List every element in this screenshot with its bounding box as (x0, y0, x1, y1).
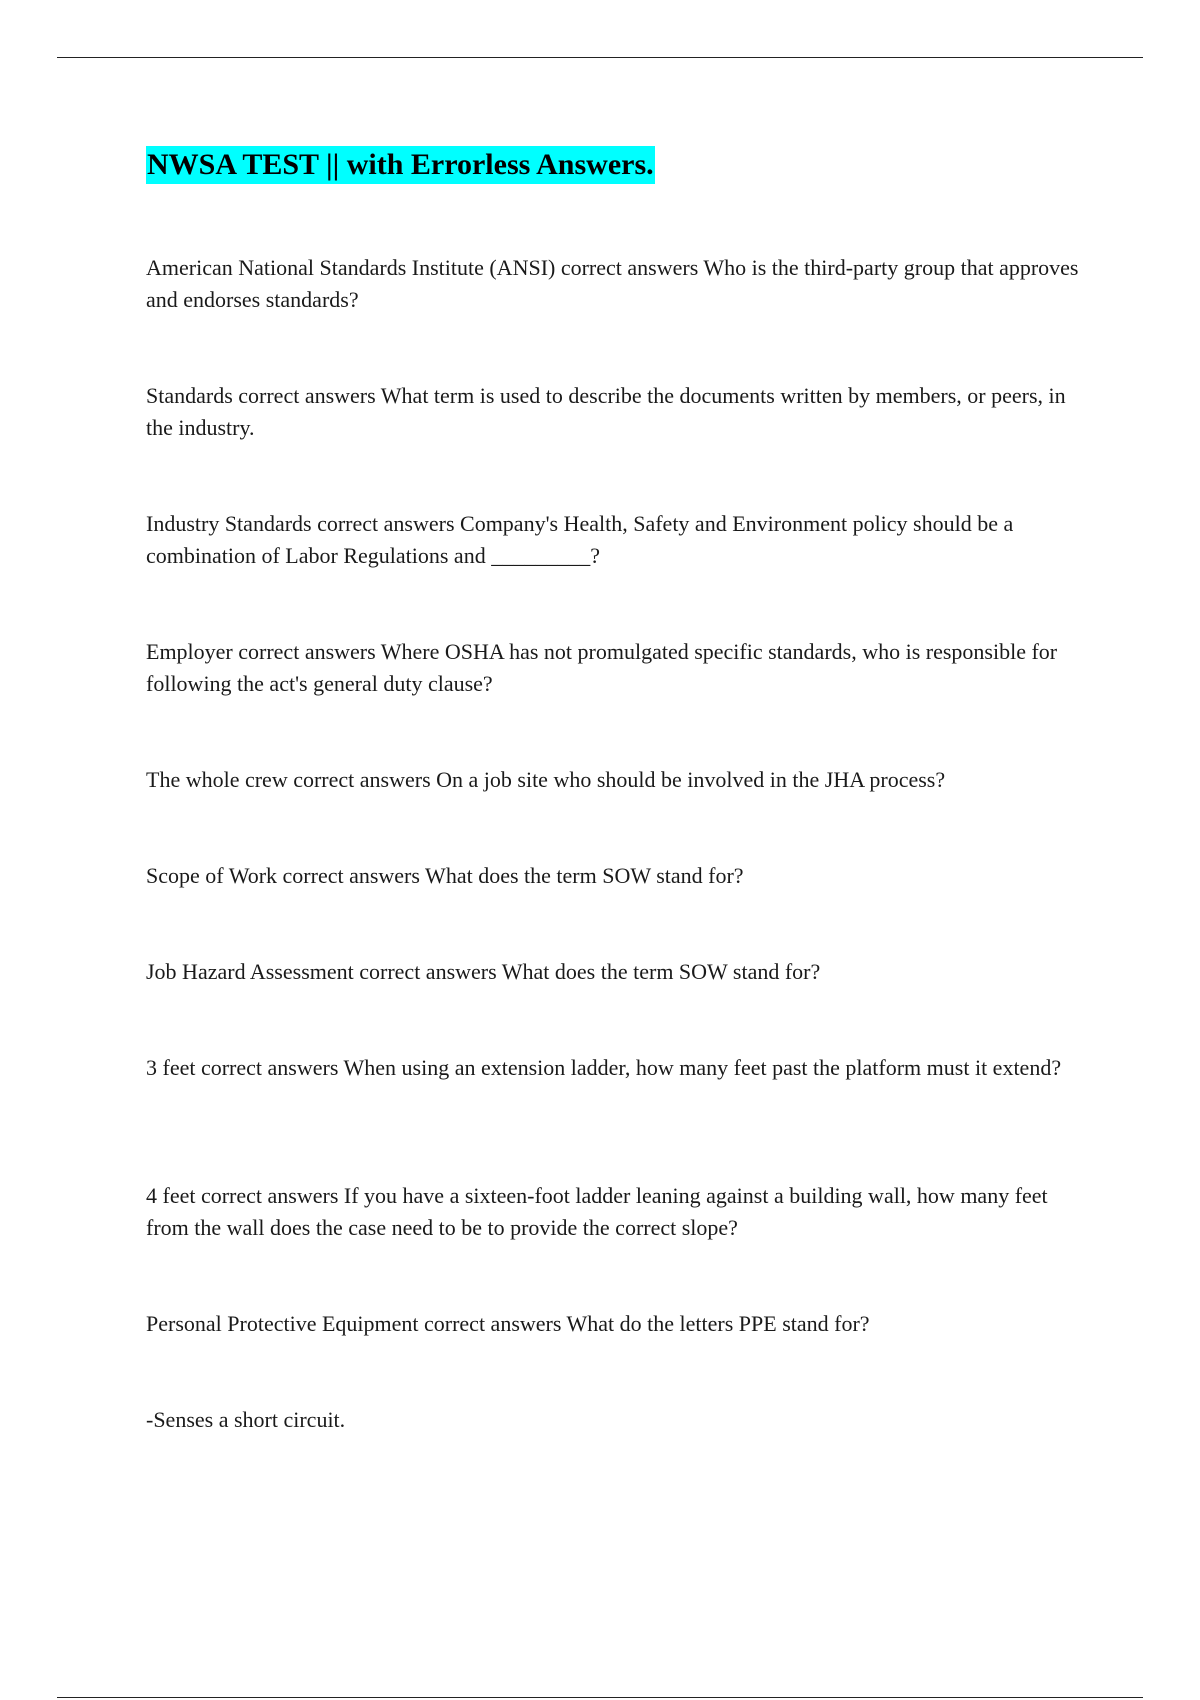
qa-entry: The whole crew correct answers On a job site who should be involved in the JHA process? (146, 767, 946, 792)
qa-entry: Standards correct answers What term is used to describe the documents written by members, or peers, in the industry. (146, 383, 1066, 440)
qa-entry: Industry Standards correct answers Company's Health, Safety and Environment policy should be a combination of Labor Regulations and _________? (146, 511, 1014, 568)
qa-entry: Job Hazard Assessment correct answers What does the term SOW stand for? (146, 959, 821, 984)
document-title: NWSA TEST || with Errorless Answers. (146, 146, 655, 184)
page-content (146, 146, 1086, 1432)
qa-entry: Scope of Work correct answers What does the term SOW stand for? (146, 863, 744, 888)
bottom-rule (57, 1697, 1143, 1698)
qa-entry: 4 feet correct answers If you have a sixteen-foot ladder leaning against a building wall, how many feet from the wall does the case need to be to provide the correct slope? (146, 1183, 1048, 1240)
qa-entry: -Senses a short circuit. (146, 1407, 346, 1432)
qa-entry: 3 feet correct answers When using an extension ladder, how many feet past the platform must it extend? (146, 1055, 1062, 1080)
qa-entry: Employer correct answers Where OSHA has not promulgated specific standards, who is responsible for following the act's general duty clause? (146, 639, 1058, 696)
qa-entry: American National Standards Institute (ANSI) correct answers Who is the third-party group that approves and endorses standards? (146, 255, 1079, 312)
qa-entry: Personal Protective Equipment correct answers What do the letters PPE stand for? (146, 1311, 870, 1336)
top-rule (57, 57, 1143, 58)
